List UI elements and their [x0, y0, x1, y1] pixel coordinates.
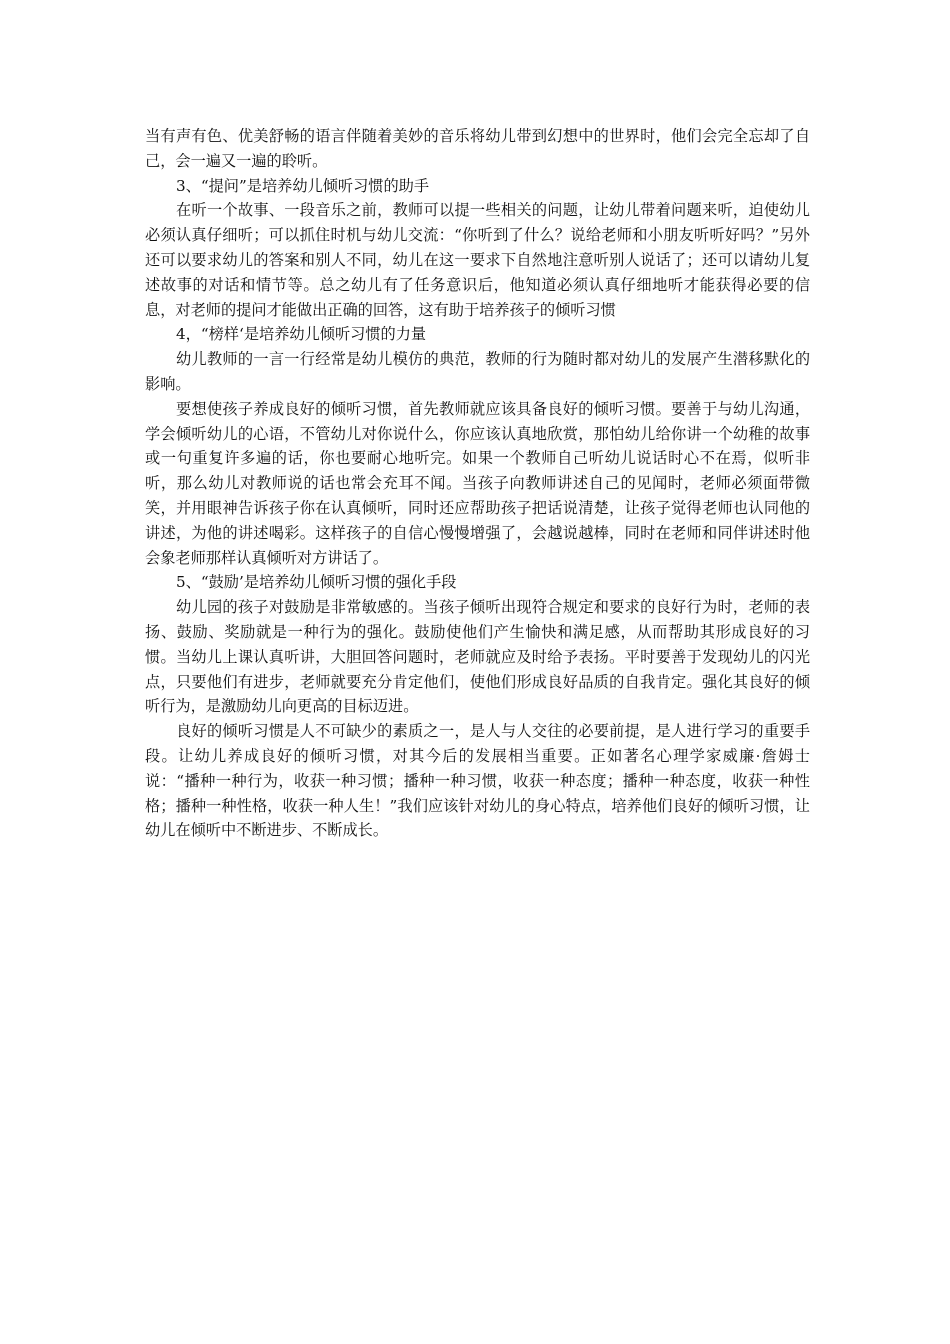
paragraph-intro-continuation: 当有声有色、优美舒畅的语言伴随着美妙的音乐将幼儿带到幻想中的世界时，他们会完全忘却了自己，会一遍又一遍的聆听。: [145, 127, 810, 170]
section-heading-role-model: 4，“榜样‘是培养幼儿倾听习惯的力量: [176, 325, 427, 344]
document-body: [145, 124, 810, 843]
paragraph-role-model-detail: 要想使孩子养成良好的倾听习惯，首先教师就应该具备良好的倾听习惯。要善于与幼儿沟通，学会倾听幼儿的心语，不管幼儿对你说什么，你应该认真地欣赏，那怕幼儿给你讲一个幼稚的故事或一句重复许多遍的话，你也要耐心地听完。如果一个教师自己听幼儿说话时心不在焉，似听非听，那么幼儿对教师说的话也常会充耳不闻。当孩子向教师讲述自己的见闻时，老师必须面带微笑，并用眼神告诉孩子你在认真倾听，同时还应帮助孩子把话说清楚，让孩子觉得老师也认同他的讲述，为他的讲述喝彩。这样孩子的自信心慢慢增强了，会越说越棒，同时在老师和同伴讲述时他会象老师那样认真倾听对方讲话了。: [145, 399, 810, 567]
paragraph-conclusion: 良好的倾听习惯是人不可缺少的素质之一，是人与人交往的必要前提，是人进行学习的重要手段。让幼儿养成良好的倾听习惯，对其今后的发展相当重要。正如著名心理学家威廉·詹姆士说：“播种一种行为，收获一种习惯；播种一种习惯，收获一种态度；播种一种态度，收获一种性格；播种一种性格，收获一种人生！”我们应该针对幼儿的身心特点，培养他们良好的倾听习惯，让幼儿在倾听中不断进步、不断成长。: [145, 722, 810, 840]
section-heading-questioning: 3、“提问”是培养幼儿倾听习惯的助手: [176, 176, 430, 195]
section-heading-encouragement: 5、“鼓励’是培养幼儿倾听习惯的强化手段: [176, 573, 457, 592]
paragraph-role-model-intro: 幼儿教师的一言一行经常是幼儿模仿的典范，教师的行为随时都对幼儿的发展产生潜移默化的影响。: [145, 350, 810, 393]
paragraph-encouragement: 幼儿园的孩子对鼓励是非常敏感的。当孩子倾听出现符合规定和要求的良好行为时，老师的表扬、鼓励、奖励就是一种行为的强化。鼓励使他们产生愉快和满足感，从而帮助其形成良好的习惯。当幼儿上课认真听讲，大胆回答问题时，老师就应及时给予表扬。平时要善于发现幼儿的闪光点，只要他们有进步，老师就要充分肯定他们，使他们形成良好品质的自我肯定。强化其良好的倾听行为，是激励幼儿向更高的目标迈进。: [145, 598, 810, 716]
paragraph-questioning: 在听一个故事、一段音乐之前，教师可以提一些相关的问题，让幼儿带着问题来听，迫使幼儿必须认真仔细听；可以抓住时机与幼儿交流：“你听到了什么？说给老师和小朋友听听好吗？”另外还可以要求幼儿的答案和别人不同，幼儿在这一要求下自然地注意听别人说话了；还可以请幼儿复述故事的对话和情节等。总之幼儿有了任务意识后，他知道必须认真仔细地听才能获得必要的信息，对老师的提问才能做出正确的回答，这有助于培养孩子的倾听习惯: [145, 201, 810, 319]
